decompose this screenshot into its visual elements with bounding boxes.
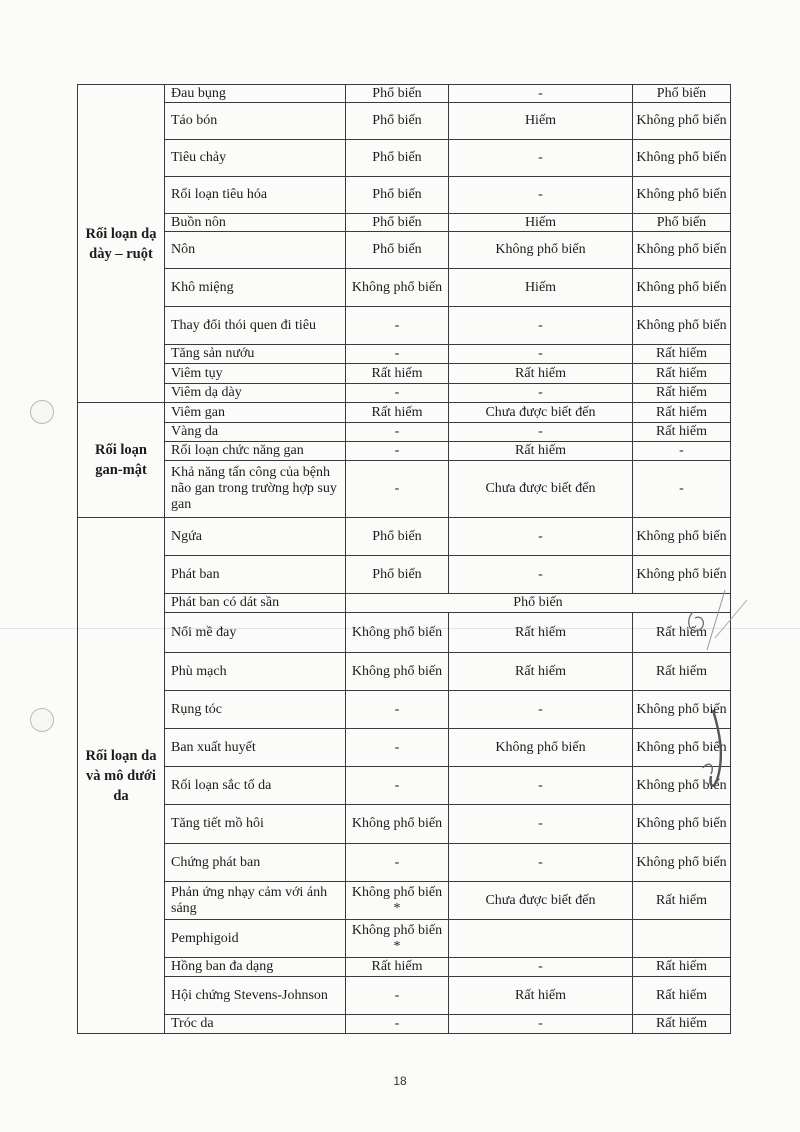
frequency-cell-3: Không phổ biến (633, 307, 731, 345)
frequency-cell-1: Không phổ biến (346, 805, 449, 844)
frequency-cell-3: Không phổ biến (633, 805, 731, 844)
frequency-cell-1: Phổ biến (346, 232, 449, 269)
table-row (78, 140, 731, 177)
table-row (78, 232, 731, 269)
frequency-cell-2: - (449, 1015, 633, 1034)
frequency-cell-1: - (346, 977, 449, 1015)
effect-name-cell: Nổi mề đay (165, 613, 346, 653)
frequency-cell-2: Hiếm (449, 269, 633, 307)
frequency-cell-1: Không phổ biến * (346, 920, 449, 958)
effect-name-cell: Phát ban (165, 556, 346, 594)
effect-name-cell: Viêm tụy (165, 364, 346, 384)
effect-name-cell: Đau bụng (165, 85, 346, 103)
frequency-cell-1: Phổ biến (346, 103, 449, 140)
frequency-cell-1: Không phổ biến (346, 269, 449, 307)
table-row (78, 364, 731, 384)
frequency-cell-1: Phổ biến (346, 177, 449, 214)
effect-name-cell: Tăng sản nướu (165, 345, 346, 364)
frequency-cell-3: Rất hiếm (633, 613, 731, 653)
frequency-cell-2: - (449, 805, 633, 844)
table-row (78, 844, 731, 882)
frequency-cell-2: - (449, 177, 633, 214)
frequency-cell-2: - (449, 518, 633, 556)
frequency-cell-1: - (346, 307, 449, 345)
frequency-cell-1: - (346, 1015, 449, 1034)
frequency-cell-1: - (346, 461, 449, 518)
table-row (78, 767, 731, 805)
frequency-cell-1: Rất hiếm (346, 364, 449, 384)
effect-name-cell: Táo bón (165, 103, 346, 140)
category-cell: Rối loạn dạ dày – ruột (78, 85, 165, 403)
effect-name-cell: Rối loạn sắc tố da (165, 767, 346, 805)
table-body (78, 85, 731, 1034)
frequency-cell-3: Rất hiếm (633, 403, 731, 423)
frequency-cell-3: Rất hiếm (633, 364, 731, 384)
effect-name-cell: Chứng phát ban (165, 844, 346, 882)
table-row (78, 345, 731, 364)
effect-name-cell: Vàng da (165, 423, 346, 442)
effect-name-cell: Khả năng tấn công của bệnh não gan trong trường hợp suy gan (165, 461, 346, 518)
frequency-cell-2: - (449, 958, 633, 977)
frequency-cell-3: Rất hiếm (633, 1015, 731, 1034)
effect-name-cell: Phát ban có dát sần (165, 594, 346, 613)
table-row (78, 653, 731, 691)
frequency-cell-3: Không phổ biến (633, 269, 731, 307)
frequency-cell-3: Rất hiếm (633, 958, 731, 977)
table-row (78, 103, 731, 140)
table-row (78, 85, 731, 103)
table-row (78, 214, 731, 232)
frequency-cell-3: Không phổ biến (633, 232, 731, 269)
table-row (78, 805, 731, 844)
frequency-cell-2: - (449, 844, 633, 882)
frequency-cell-3: Rất hiếm (633, 423, 731, 442)
frequency-cell-2: Rất hiếm (449, 613, 633, 653)
table-row (78, 518, 731, 556)
frequency-cell-3: Không phổ biến (633, 556, 731, 594)
frequency-cell-3: Rất hiếm (633, 882, 731, 920)
frequency-cell-3: Rất hiếm (633, 653, 731, 691)
frequency-cell-3: Rất hiếm (633, 977, 731, 1015)
frequency-cell-3: Không phổ biến (633, 691, 731, 729)
effect-name-cell: Khô miệng (165, 269, 346, 307)
frequency-cell-1: Phổ biến (346, 556, 449, 594)
frequency-cell-2: - (449, 345, 633, 364)
frequency-cell-2: Chưa được biết đến (449, 882, 633, 920)
category-cell: Rối loạn gan-mật (78, 403, 165, 518)
frequency-cell-3: Rất hiếm (633, 345, 731, 364)
frequency-cell-2: Chưa được biết đến (449, 403, 633, 423)
frequency-cell-2: - (449, 140, 633, 177)
table-row (78, 307, 731, 345)
effect-name-cell: Tiêu chảy (165, 140, 346, 177)
frequency-cell-1: - (346, 442, 449, 461)
frequency-cell-2: Rất hiếm (449, 364, 633, 384)
frequency-cell-3: Không phổ biến (633, 103, 731, 140)
frequency-cell-2: - (449, 691, 633, 729)
table-row (78, 613, 731, 653)
frequency-cell-2: - (449, 384, 633, 403)
adverse-effects-table (77, 84, 731, 1034)
effect-name-cell: Phù mạch (165, 653, 346, 691)
frequency-cell-2: - (449, 85, 633, 103)
frequency-cell-1: Không phổ biến (346, 653, 449, 691)
frequency-cell-1: - (346, 767, 449, 805)
category-cell: Rối loạn da và mô dưới da (78, 518, 165, 1034)
table-row (78, 882, 731, 920)
frequency-cell-1: - (346, 691, 449, 729)
frequency-cell-3: Phổ biến (633, 214, 731, 232)
table-row (78, 403, 731, 423)
punch-hole-bottom (30, 708, 54, 732)
table-row (78, 729, 731, 767)
frequency-cell-3: Rất hiếm (633, 384, 731, 403)
effect-name-cell: Hội chứng Stevens-Johnson (165, 977, 346, 1015)
frequency-cell-1: - (346, 729, 449, 767)
frequency-cell-2: - (449, 423, 633, 442)
frequency-cell-2: Chưa được biết đến (449, 461, 633, 518)
frequency-cell-1: - (346, 423, 449, 442)
page-number: 18 (393, 1074, 407, 1088)
frequency-cell-2: Rất hiếm (449, 977, 633, 1015)
effect-name-cell: Viêm dạ dày (165, 384, 346, 403)
table-row (78, 269, 731, 307)
frequency-cell-3: Không phổ biến (633, 518, 731, 556)
frequency-cell-merged: Phổ biến (346, 594, 731, 613)
table-row (78, 920, 731, 958)
frequency-cell-3: - (633, 461, 731, 518)
frequency-cell-3: - (633, 442, 731, 461)
frequency-cell-3: Không phổ biến (633, 140, 731, 177)
frequency-cell-3: Phổ biến (633, 85, 731, 103)
effect-name-cell: Rụng tóc (165, 691, 346, 729)
effect-name-cell: Tăng tiết mồ hôi (165, 805, 346, 844)
frequency-cell-1: Không phổ biến * (346, 882, 449, 920)
table-row (78, 556, 731, 594)
frequency-cell-3: Không phổ biến (633, 729, 731, 767)
table-row (78, 691, 731, 729)
effect-name-cell: Rối loạn chức năng gan (165, 442, 346, 461)
frequency-cell-2: Không phổ biến (449, 232, 633, 269)
frequency-cell-1: Phổ biến (346, 140, 449, 177)
effect-name-cell: Hồng ban đa dạng (165, 958, 346, 977)
frequency-cell-1: Phổ biến (346, 518, 449, 556)
table-row (78, 442, 731, 461)
effect-name-cell: Nôn (165, 232, 346, 269)
effect-name-cell: Pemphigoid (165, 920, 346, 958)
frequency-cell-2: Rất hiếm (449, 442, 633, 461)
frequency-cell-1: - (346, 384, 449, 403)
frequency-cell-2: - (449, 307, 633, 345)
frequency-cell-2: - (449, 556, 633, 594)
effect-name-cell: Tróc da (165, 1015, 346, 1034)
table-row (78, 958, 731, 977)
effect-name-cell: Ban xuất huyết (165, 729, 346, 767)
frequency-cell-2: Rất hiếm (449, 653, 633, 691)
effect-name-cell: Rối loạn tiêu hóa (165, 177, 346, 214)
frequency-cell-2: Hiếm (449, 103, 633, 140)
frequency-cell-1: Không phổ biến (346, 613, 449, 653)
table-row (78, 384, 731, 403)
table-row (78, 177, 731, 214)
frequency-cell-2: Không phổ biến (449, 729, 633, 767)
frequency-cell-3: Không phổ biến (633, 844, 731, 882)
frequency-cell-1: Phổ biến (346, 85, 449, 103)
table-row (78, 977, 731, 1015)
punch-hole-top (30, 400, 54, 424)
table-row (78, 594, 731, 613)
frequency-cell-1: Rất hiếm (346, 403, 449, 423)
frequency-cell-2 (449, 920, 633, 958)
frequency-cell-3 (633, 920, 731, 958)
effect-name-cell: Buồn nôn (165, 214, 346, 232)
frequency-cell-3: Không phổ biến (633, 177, 731, 214)
table-row (78, 423, 731, 442)
effect-name-cell: Ngứa (165, 518, 346, 556)
frequency-cell-1: Rất hiếm (346, 958, 449, 977)
effect-name-cell: Thay đổi thói quen đi tiêu (165, 307, 346, 345)
frequency-cell-1: Phổ biến (346, 214, 449, 232)
table-row (78, 461, 731, 518)
frequency-cell-2: - (449, 767, 633, 805)
frequency-cell-1: - (346, 345, 449, 364)
frequency-cell-3: Không phổ biến (633, 767, 731, 805)
frequency-cell-2: Hiếm (449, 214, 633, 232)
effect-name-cell: Viêm gan (165, 403, 346, 423)
frequency-cell-1: - (346, 844, 449, 882)
effect-name-cell: Phản ứng nhạy cảm với ánh sáng (165, 882, 346, 920)
table-row (78, 1015, 731, 1034)
